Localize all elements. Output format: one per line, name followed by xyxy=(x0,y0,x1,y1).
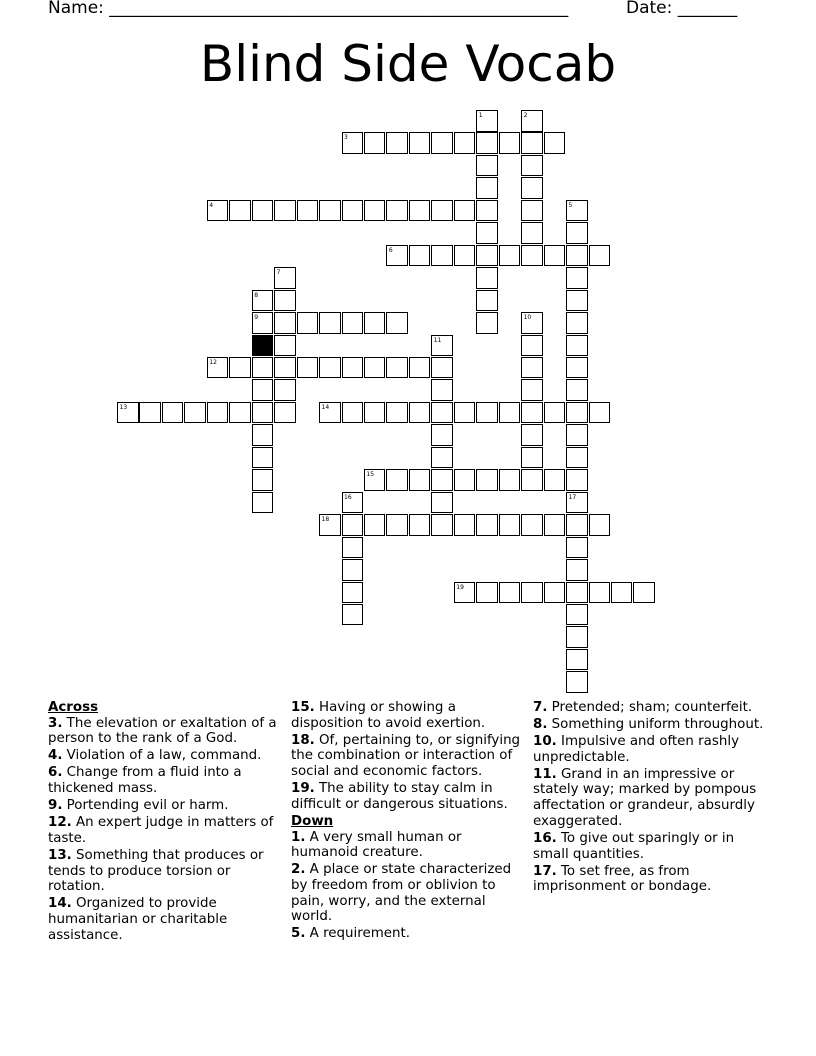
crossword-cell[interactable] xyxy=(476,469,498,491)
clue-number: 8 xyxy=(254,291,259,299)
crossword-cell[interactable] xyxy=(252,469,274,491)
crossword-cell[interactable] xyxy=(521,514,543,536)
crossword-cell[interactable] xyxy=(409,357,431,379)
crossword-cell[interactable] xyxy=(566,626,588,648)
crossword-cell[interactable] xyxy=(521,582,543,604)
clue-number: 13 xyxy=(119,403,128,411)
crossword-cell[interactable] xyxy=(566,492,588,514)
crossword-cell[interactable] xyxy=(566,312,588,334)
clue-number: 2 xyxy=(523,112,528,119)
down-clue: 10. Impulsive and often rashly unpredictable. xyxy=(533,734,739,765)
crossword-cell[interactable] xyxy=(274,402,296,424)
crossword-cell[interactable] xyxy=(521,200,543,222)
crossword-cell[interactable] xyxy=(431,469,453,491)
crossword-cell[interactable] xyxy=(454,514,476,536)
clue-number: 12 xyxy=(209,358,217,366)
crossword-cell[interactable] xyxy=(342,200,364,222)
crossword-cell[interactable] xyxy=(521,357,543,379)
crossword-cell[interactable] xyxy=(521,424,543,446)
crossword-cell[interactable] xyxy=(544,514,566,536)
crossword-cell[interactable] xyxy=(207,200,229,222)
crossword-cell[interactable] xyxy=(431,492,453,514)
crossword-cell[interactable] xyxy=(566,582,588,604)
crossword-cell[interactable] xyxy=(409,402,431,424)
crossword-cell[interactable] xyxy=(252,402,274,424)
crossword-cell[interactable] xyxy=(342,559,364,581)
crossword-cell[interactable] xyxy=(207,357,229,379)
crossword-cell[interactable] xyxy=(454,582,476,604)
clue-number: 18 xyxy=(321,516,330,524)
crossword-cell[interactable] xyxy=(566,671,588,693)
crossword-cell[interactable] xyxy=(521,132,543,154)
crossword-cell[interactable] xyxy=(521,177,543,199)
crossword-cell[interactable] xyxy=(566,469,588,491)
crossword-black-cell xyxy=(252,335,274,357)
crossword-cell[interactable] xyxy=(274,267,296,289)
crossword-cell[interactable] xyxy=(409,469,431,491)
crossword-cell[interactable] xyxy=(431,335,453,357)
across-clue: 14. Organized to provide humanitarian or charitable assistance. xyxy=(48,896,228,943)
crossword-cell[interactable] xyxy=(476,312,498,334)
crossword-cell[interactable] xyxy=(342,357,364,379)
crossword-cell[interactable] xyxy=(274,290,296,312)
crossword-cell[interactable] xyxy=(297,312,319,334)
crossword-cell[interactable] xyxy=(252,379,274,401)
clue-number: 15 xyxy=(366,471,375,479)
crossword-cell[interactable] xyxy=(521,335,543,357)
crossword-cell[interactable] xyxy=(521,312,543,334)
down-heading: Down xyxy=(291,813,334,829)
clue-number: 7 xyxy=(276,269,281,277)
crossword-cell[interactable] xyxy=(544,582,566,604)
across-clue: 9. Portending evil or harm. xyxy=(48,798,229,814)
down-clue: 1. A very small human or humanoid creature. xyxy=(291,829,462,861)
crossword-cell[interactable] xyxy=(454,245,476,267)
down-clue: 2. A place or state characterized by freedom from or oblivion to pain, worry, and the external world. xyxy=(291,862,512,925)
across-clue: 3. The elevation or exaltation of a person to the rank of a God. xyxy=(48,715,277,747)
crossword-cell[interactable] xyxy=(476,245,498,267)
crossword-cell[interactable] xyxy=(252,424,274,446)
crossword-cell[interactable] xyxy=(566,290,588,312)
down-clue: 11. Grand in an impressive or stately way; marked by pompous affectation or grandeur, absurdly exaggerated. xyxy=(533,766,757,829)
crossword-cell[interactable] xyxy=(499,132,521,154)
crossword-cell[interactable] xyxy=(521,379,543,401)
crossword-cell[interactable] xyxy=(589,514,611,536)
across-clue: 6. Change from a fluid into a thickened mass. xyxy=(48,765,242,797)
clue-number: 1 xyxy=(478,112,483,119)
crossword-cell[interactable] xyxy=(252,200,274,222)
crossword-cell[interactable] xyxy=(454,469,476,491)
crossword-cell[interactable] xyxy=(544,132,566,154)
crossword-cell[interactable] xyxy=(386,200,408,222)
crossword-cell[interactable] xyxy=(499,514,521,536)
down-clue: 17. To set free, as from imprisonment or bondage. xyxy=(533,863,712,895)
crossword-cell[interactable] xyxy=(297,357,319,379)
crossword-cell[interactable] xyxy=(566,649,588,671)
down-clue: 7. Pretended; sham; counterfeit. xyxy=(533,700,753,715)
down-clue: 8. Something uniform throughout. xyxy=(533,717,764,732)
crossword-cell[interactable] xyxy=(499,469,521,491)
crossword-cell[interactable] xyxy=(566,514,588,536)
crossword-cell[interactable] xyxy=(364,357,386,379)
clue-number: 3 xyxy=(344,134,348,142)
crossword-cell[interactable] xyxy=(409,200,431,222)
crossword-cell[interactable] xyxy=(364,312,386,334)
across-clue: 15. Having or showing a disposition to avoid exertion. xyxy=(291,700,486,731)
clue-number: 11 xyxy=(433,336,442,344)
crossword-cell[interactable] xyxy=(476,222,498,244)
crossword-cell[interactable] xyxy=(431,245,453,267)
crossword-cell[interactable] xyxy=(521,110,543,132)
crossword-cell[interactable] xyxy=(386,312,408,334)
crossword-cell[interactable] xyxy=(364,469,386,491)
crossword-cell[interactable] xyxy=(364,132,386,154)
crossword-cell[interactable] xyxy=(566,447,588,469)
crossword-cell[interactable] xyxy=(162,402,184,424)
crossword-cell[interactable] xyxy=(566,379,588,401)
crossword-cell[interactable] xyxy=(476,110,498,132)
clue-number: 9 xyxy=(254,314,259,321)
crossword-cell[interactable] xyxy=(252,312,274,334)
crossword-cell[interactable] xyxy=(252,357,274,379)
crossword-cell[interactable] xyxy=(566,357,588,379)
crossword-cell[interactable] xyxy=(274,335,296,357)
crossword-cell[interactable] xyxy=(431,357,453,379)
crossword-cell[interactable] xyxy=(611,582,633,604)
crossword-cell[interactable] xyxy=(342,537,364,559)
crossword-cell[interactable] xyxy=(476,267,498,289)
crossword-cell[interactable] xyxy=(589,402,611,424)
crossword-cell[interactable] xyxy=(274,379,296,401)
crossword-cell[interactable] xyxy=(431,447,453,469)
crossword-cell[interactable] xyxy=(544,469,566,491)
crossword-cell[interactable] xyxy=(566,604,588,626)
crossword-cell[interactable] xyxy=(229,357,251,379)
clue-number: 4 xyxy=(209,201,214,209)
crossword-cell[interactable] xyxy=(454,402,476,424)
crossword-cell[interactable] xyxy=(499,402,521,424)
crossword-cell[interactable] xyxy=(342,312,364,334)
crossword-cell[interactable] xyxy=(364,514,386,536)
crossword-cell[interactable] xyxy=(117,402,139,424)
crossword-cell[interactable] xyxy=(566,245,588,267)
clue-number: 14 xyxy=(321,403,330,411)
crossword-cell[interactable] xyxy=(229,402,251,424)
crossword-cell[interactable] xyxy=(431,132,453,154)
clue-number: 10 xyxy=(523,314,532,321)
crossword-cell[interactable] xyxy=(566,537,588,559)
crossword-cell[interactable] xyxy=(297,200,319,222)
crossword-cell[interactable] xyxy=(521,447,543,469)
crossword-cell[interactable] xyxy=(454,200,476,222)
clue-number: 17 xyxy=(568,493,577,501)
across-clue: 18. Of, pertaining to, or signifying the combination or interaction of social and economic factors. xyxy=(291,732,521,780)
clues-column-3 xyxy=(533,700,765,896)
crossword-cell[interactable] xyxy=(544,245,566,267)
crossword-cell[interactable] xyxy=(476,177,498,199)
crossword-cell[interactable] xyxy=(252,492,274,514)
crossword-cell[interactable] xyxy=(252,290,274,312)
crossword-cell[interactable] xyxy=(319,357,341,379)
crossword-cell[interactable] xyxy=(274,357,296,379)
crossword-cell[interactable] xyxy=(521,402,543,424)
crossword-cell[interactable] xyxy=(589,245,611,267)
across-clue: 12. An expert judge in matters of taste. xyxy=(48,815,274,846)
crossword-cell[interactable] xyxy=(252,447,274,469)
date-line: Date: _______ xyxy=(626,0,738,18)
crossword-cell[interactable] xyxy=(342,492,364,514)
crossword-cell[interactable] xyxy=(319,514,341,536)
crossword-cell[interactable] xyxy=(364,200,386,222)
crossword-cell[interactable] xyxy=(319,402,341,424)
crossword-cell[interactable] xyxy=(589,582,611,604)
crossword-cell[interactable] xyxy=(274,200,296,222)
clues-column-2 xyxy=(291,700,527,943)
crossword-cell[interactable] xyxy=(342,582,364,604)
crossword-cell[interactable] xyxy=(139,402,161,424)
crossword-cell[interactable] xyxy=(386,132,408,154)
crossword-cell[interactable] xyxy=(566,267,588,289)
crossword-cell[interactable] xyxy=(566,402,588,424)
crossword-cell[interactable] xyxy=(409,132,431,154)
crossword-cell[interactable] xyxy=(521,155,543,177)
down-clue: 5. A requirement. xyxy=(291,926,410,942)
crossword-cell[interactable] xyxy=(342,604,364,626)
crossword-cell[interactable] xyxy=(499,582,521,604)
crossword-cell[interactable] xyxy=(364,402,386,424)
crossword-cell[interactable] xyxy=(521,222,543,244)
crossword-cell[interactable] xyxy=(386,469,408,491)
clue-number: 16 xyxy=(344,493,352,501)
clues-column-1 xyxy=(48,700,280,945)
crossword-cell[interactable] xyxy=(431,424,453,446)
page-title: Blind Side Vocab xyxy=(199,35,617,93)
crossword-cell[interactable] xyxy=(476,514,498,536)
crossword-cell[interactable] xyxy=(184,402,206,424)
clue-number: 5 xyxy=(568,201,573,209)
crossword-cell[interactable] xyxy=(521,245,543,267)
crossword-cell[interactable] xyxy=(229,200,251,222)
crossword-cell[interactable] xyxy=(566,222,588,244)
crossword-cell[interactable] xyxy=(386,402,408,424)
crossword-cell[interactable] xyxy=(409,514,431,536)
crossword-cell[interactable] xyxy=(431,200,453,222)
crossword-cell[interactable] xyxy=(476,402,498,424)
down-clue: 16. To give out sparingly or in small quantities. xyxy=(533,830,735,862)
clue-number: 6 xyxy=(388,246,393,254)
crossword-cell[interactable] xyxy=(409,245,431,267)
crossword-cell[interactable] xyxy=(566,200,588,222)
crossword-cell[interactable] xyxy=(319,312,341,334)
crossword-cell[interactable] xyxy=(386,245,408,267)
crossword-cell[interactable] xyxy=(566,335,588,357)
crossword-cell[interactable] xyxy=(566,559,588,581)
crossword-cell[interactable] xyxy=(319,200,341,222)
crossword-cell[interactable] xyxy=(566,424,588,446)
clue-number: 19 xyxy=(456,583,464,591)
crossword-cell[interactable] xyxy=(499,245,521,267)
crossword-cell[interactable] xyxy=(633,582,655,604)
across-clue: 13. Something that produces or tends to produce torsion or rotation. xyxy=(48,847,264,895)
crossword-cell[interactable] xyxy=(207,402,229,424)
crossword-cell[interactable] xyxy=(476,155,498,177)
crossword-cell[interactable] xyxy=(476,582,498,604)
across-clue: 19. The ability to stay calm in difficult or dangerous situations. xyxy=(291,781,508,812)
crossword-cell[interactable] xyxy=(521,469,543,491)
crossword-cell[interactable] xyxy=(454,132,476,154)
crossword-cell[interactable] xyxy=(386,357,408,379)
crossword-cell[interactable] xyxy=(431,379,453,401)
crossword-cell[interactable] xyxy=(342,514,364,536)
crossword-cell[interactable] xyxy=(386,514,408,536)
name-line: Name: ______________________________________________________ xyxy=(48,0,569,18)
across-heading: Across xyxy=(48,700,99,715)
crossword-cell[interactable] xyxy=(476,290,498,312)
crossword-cell[interactable] xyxy=(342,402,364,424)
crossword-cell[interactable] xyxy=(274,312,296,334)
crossword-cell[interactable] xyxy=(476,200,498,222)
crossword-cell[interactable] xyxy=(544,402,566,424)
across-clue: 4. Violation of a law, command. xyxy=(48,748,262,764)
crossword-cell[interactable] xyxy=(431,514,453,536)
crossword-cell[interactable] xyxy=(476,132,498,154)
crossword-cell[interactable] xyxy=(342,132,364,154)
crossword-cell[interactable] xyxy=(431,402,453,424)
